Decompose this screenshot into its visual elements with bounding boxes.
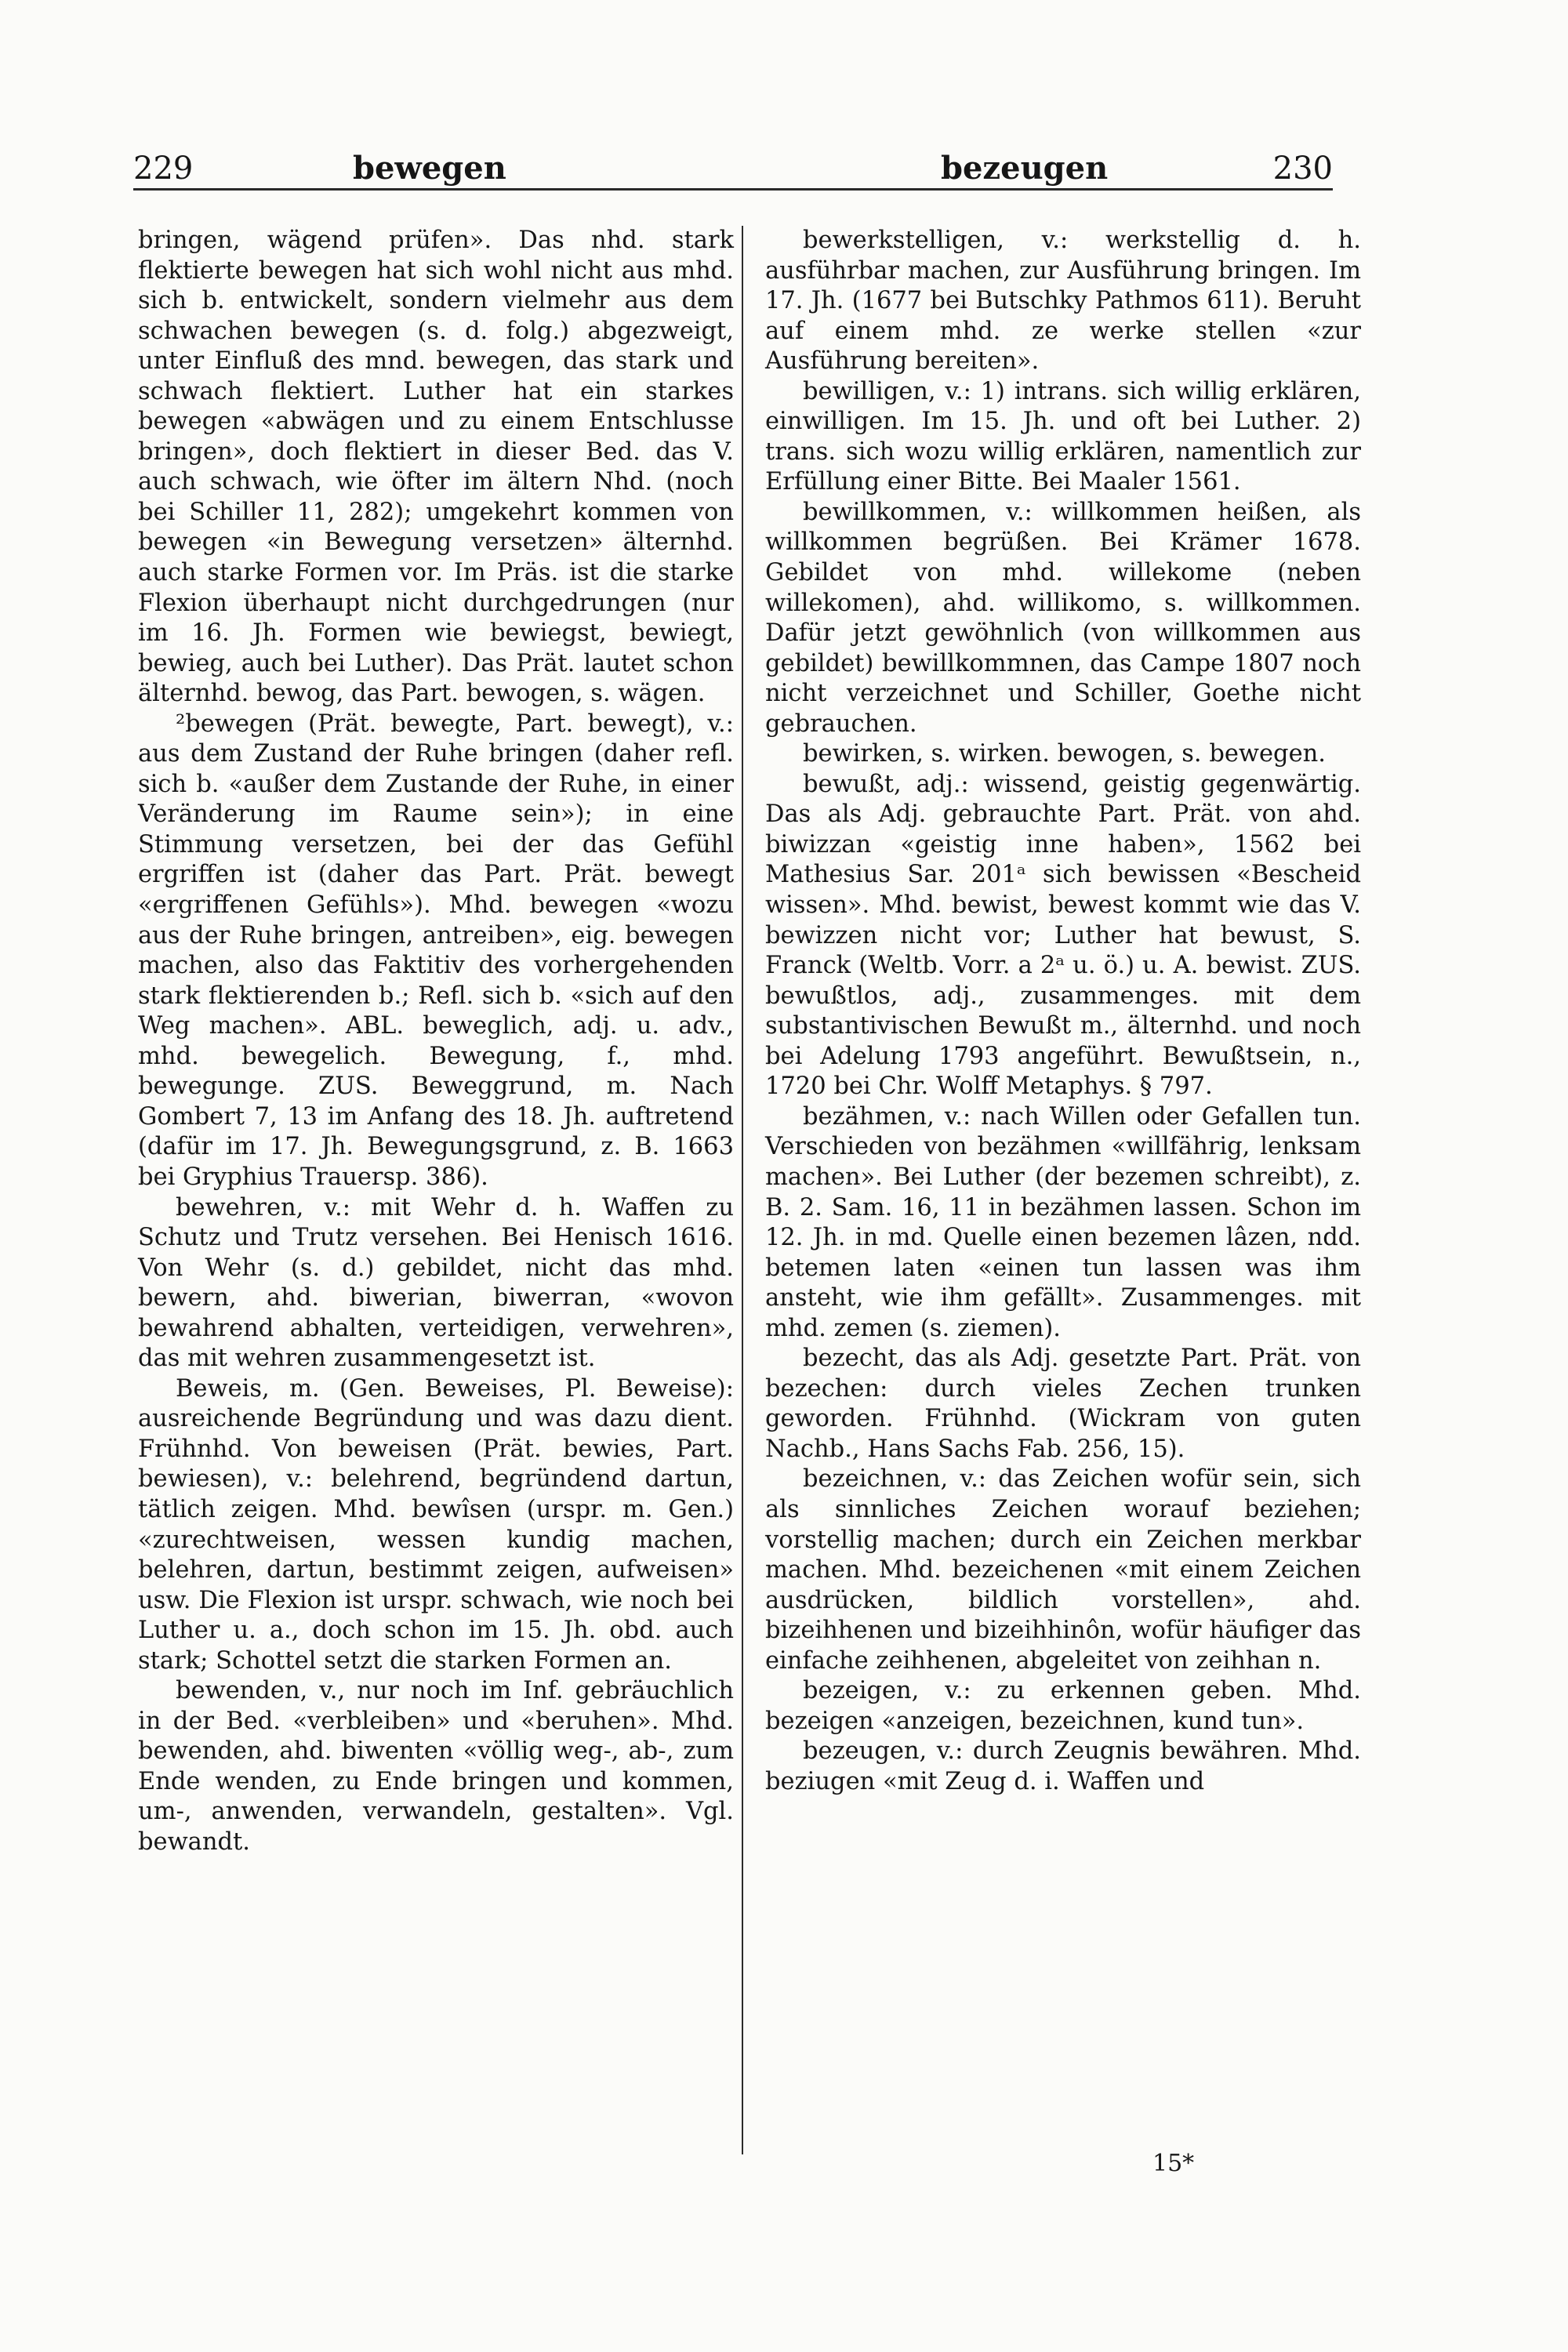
column-divider	[742, 226, 743, 2154]
entry-paragraph: bewirken, s. wirken. bewogen, s. bewegen.	[803, 740, 1326, 768]
entry-paragraph: bezeigen, v.: zu erkennen geben. Mhd. bezeigen «anzeigen, bezeichnen, kund tun».	[765, 1677, 1361, 1735]
entry-paragraph: bezähmen, v.: nach Willen oder Gefallen tun. Verschieden von bezähmen «willfährig, lenksam machen». Bei Luther (der bezemen schreibt), z. B. 2. Sam. 16, 11 in bezähmen lassen. Schon im 12. Jh. in md. Quelle einen bezemen lâzen, ndd. betemen laten «einen tun lassen was ihm ansteht, wie ihm gefällt». Zusammenges. mit mhd. zemen (s. ziemen).	[765, 1102, 1361, 1342]
entry-paragraph: bewerkstelligen, v.: werkstellig d. h. ausführbar machen, zur Ausführung bringen. Im 17. Jh. (1677 bei Butschky Pathmos 611). Beruht auf einem mhd. ze werke stellen «zur Ausführung bereiten».	[765, 227, 1361, 376]
entry-paragraph: bezeichnen, v.: das Zeichen wofür sein, sich als sinnliches Zeichen worauf beziehen; vorstellig machen; durch ein Zeichen merkbar machen. Mhd. bezeichenen «mit einem Zeichen ausdrücken, bildlich vorstellen», ahd. bizeihhenen und bizeihhinôn, wofür häufiger das einfache zeihhenen, abgeleitet von zeihhan n.	[765, 1465, 1361, 1675]
entry-paragraph: bewußt, adj.: wissend, geistig gegenwärtig. Das als Adj. gebrauchte Part. Prät. von ahd. biwizzan «geistig inne haben», 1562 bei Mathesius Sar. 201ᵃ sich bewissen «Bescheid wissen». Mhd. bewist, bewest kommt wie das V. bewizzen nicht vor; Luther hat bewust, S. Franck (Weltb. Vorr. a 2ᵃ u. ö.) u. A. bewist. ZUS. bewußtlos, adj., zusammenges. mit dem substantivischen Bewußt m., älternhd. und noch bei Adelung 1793 angeführt. Bewußtsein, n., 1720 bei Chr. Wolff Metaphys. § 797.	[765, 770, 1361, 1101]
header-keyword-right: bezeugen	[941, 150, 1109, 187]
entry-paragraph: ²bewegen (Prät. bewegte, Part. bewegt), v.: aus dem Zustand der Ruhe bringen (daher refl. sich b. «außer dem Zustande der Ruhe, in einer Veränderung im Raume sein»); in eine Stimmung versetzen, bei der das Gefühl ergriffen ist (daher das Part. Prät. bewegt «ergriffenen Gefühls»). Mhd. bewegen «wozu aus der Ruhe bringen, antreiben», eig. bewegen machen, also das Faktitiv des vorhergehenden stark flektierenden b.; Refl. sich b. «sich auf den Weg machen». ABL. beweglich, adj. u. adv., mhd. bewegelich. Bewegung, f., mhd. bewegunge. ZUS. Beweggrund, m. Nach Gombert 7, 13 im Anfang des 18. Jh. auftretend (dafür im 17. Jh. Bewegungsgrund, z. B. 1663 bei Gryphius Trauersp. 386).	[138, 710, 734, 1191]
page-number-left: 229	[133, 151, 194, 187]
header-keyword-left: bewegen	[353, 150, 506, 187]
entry-paragraph: Beweis, m. (Gen. Beweises, Pl. Beweise): ausreichende Begründung und was dazu dient. Frühnhd. Von beweisen (Prät. bewies, Part. bewiesen), v.: belehrend, begründend dartun, tätlich zeigen. Mhd. bewîsen (urspr. m. Gen.) «zurechtweisen, wessen kundig machen, belehren, dartun, bestimmt zeigen, aufweisen» usw. Die Flexion ist urspr. schwach, wie noch bei Luther u. a., doch schon im 15. Jh. obd. auch stark; Schottel setzt die starken Formen an.	[138, 1374, 734, 1675]
header-rule	[133, 188, 1333, 191]
entry-paragraph: bewenden, v., nur noch im Inf. gebräuchlich in der Bed. «verbleiben» und «beruhen». Mhd. bewenden, ahd. biwenten «völlig weg-, ab-, zum Ende wenden, zu Ende bringen und kommen, um-, anwenden, verwandeln, gestalten». Vgl. bewandt.	[138, 1677, 734, 1856]
entry-paragraph: bezecht, das als Adj. gesetzte Part. Prät. von bezechen: durch vieles Zechen trunken geworden. Frühnhd. (Wickram von guten Nachb., Hans Sachs Fab. 256, 15).	[765, 1345, 1361, 1463]
entry-paragraph: bewehren, v.: mit Wehr d. h. Waffen zu Schutz und Trutz versehen. Bei Henisch 1616. Von Wehr (s. d.) gebildet, nicht das mhd. bewern, ahd. biwerian, biwerran, «wovon bewahrend abhalten, verteidigen, verwehren», das mit wehren zusammengesetzt ist.	[138, 1193, 734, 1373]
entry-paragraph: bewillkommen, v.: willkommen heißen, als willkommen begrüßen. Bei Krämer 1678. Gebildet von mhd. willekome (neben willekomen), ahd. willikomo, s. willkommen. Dafür jetzt gewöhnlich (von willkommen aus gebildet) bewillkommnen, das Campe 1807 noch nicht verzeichnet und Schiller, Goethe nicht gebrauchen.	[765, 498, 1361, 738]
right-column	[765, 226, 1361, 1797]
signature-mark: 15*	[1152, 2150, 1195, 2177]
entry-paragraph: bringen, wägend prüfen». Das nhd. stark flektierte bewegen hat sich wohl nicht aus mhd. sich b. entwickelt, sondern vielmehr aus dem schwachen bewegen (s. d. folg.) abgezweigt, unter Einfluß des mnd. bewegen, das stark und schwach flektiert. Luther hat ein starkes bewegen «abwägen und zu einem Entschlusse bringen», doch flektiert in dieser Bed. das V. auch schwach, wie öfter im ältern Nhd. (noch bei Schiller 11, 282); umgekehrt kommen von bewegen «in Bewegung versetzen» älternhd. auch starke Formen vor. Im Präs. ist die starke Flexion überhaupt nicht durchgedrungen (nur im 16. Jh. Formen wie bewiegst, bewiegt, bewieg, auch bei Luther). Das Prät. lautet schon älternhd. bewog, das Part. bewogen, s. wägen.	[138, 227, 734, 708]
page-number-right: 230	[1272, 151, 1333, 187]
running-header	[133, 149, 1333, 204]
left-column	[138, 226, 734, 1858]
entry-paragraph: bewilligen, v.: 1) intrans. sich willig erklären, einwilligen. Im 15. Jh. und oft bei Luther. 2) trans. sich wozu willig erklären, namentlich zur Erfüllung einer Bitte. Bei Maaler 1561.	[765, 377, 1361, 496]
entry-paragraph: bezeugen, v.: durch Zeugnis bewähren. Mhd. beziugen «mit Zeug d. i. Waffen und	[765, 1737, 1361, 1795]
